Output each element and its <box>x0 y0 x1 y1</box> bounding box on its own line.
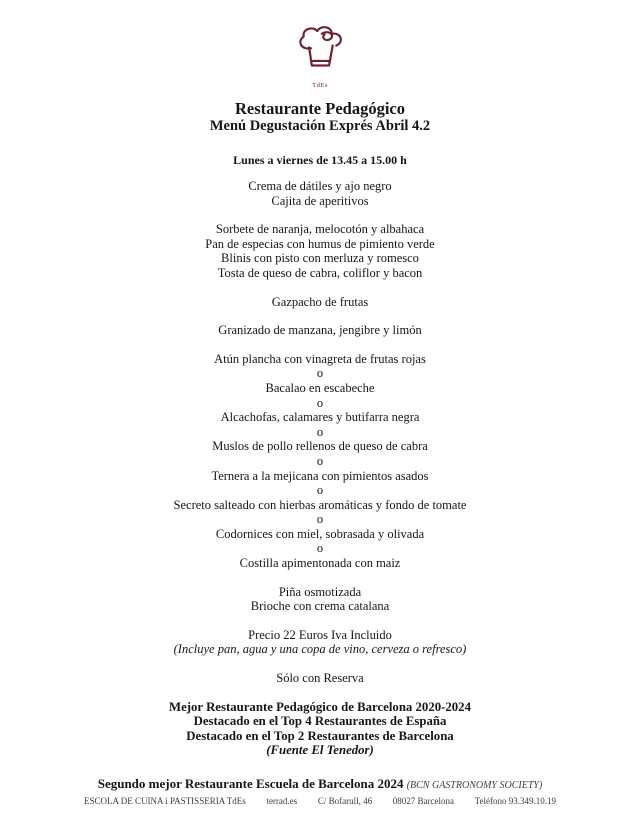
menu-line: Secreto salteado con hierbas aromáticas y fondo de tomate <box>173 497 467 512</box>
menu-line: Gazpacho de frutas <box>271 294 369 309</box>
footer-phone: Teléfono 93.349.10.19 <box>474 796 556 806</box>
menu-group <box>0 179 640 208</box>
pricing-block <box>0 628 640 657</box>
menu-line: Costilla apimentonada con maiz <box>239 556 401 571</box>
award-line: Destacado en el Top 2 Restaurantes de Barcelona <box>186 728 454 743</box>
menu-or-separator: o <box>316 424 324 439</box>
award-lines <box>0 700 640 744</box>
menu-line: Cajita de aperitivos <box>271 193 369 208</box>
menu-subtitle: Menú Degustación Exprés Abril 4.2 <box>209 118 431 134</box>
footer-street: C/ Bofarull, 46 <box>317 796 373 806</box>
footer <box>84 796 556 806</box>
footer-school: ESCOLA DE CUINA i PASTISSERIA TdEs <box>84 796 246 806</box>
menu-group <box>0 323 640 338</box>
secondary-award-text: Segundo mejor Restaurante Escuela de Barcelona 2024 <box>97 776 404 791</box>
chef-hat-icon <box>291 26 349 81</box>
menu-group <box>0 295 640 310</box>
menu-sections <box>0 179 640 614</box>
reservation-line: Sólo con Reserva <box>276 671 364 686</box>
menu-line: Blinis con pisto con merluza y romesco <box>221 251 419 266</box>
awards-block <box>0 700 640 758</box>
menu-or-separator: o <box>316 483 324 498</box>
award-line: Mejor Restaurante Pedagógico de Barcelona 2020-2024 <box>169 699 471 714</box>
menu-group <box>0 222 640 280</box>
restaurant-title: Restaurante Pedagógico <box>234 99 405 118</box>
secondary-award-line <box>0 776 640 793</box>
secondary-award-source: (BCN GASTRONOMY SOCIETY) <box>406 780 543 791</box>
menu-line: Pan de especias con humus de pimiento verde <box>205 236 435 251</box>
menu-line: Sorbete de naranja, melocotón y albahaca <box>215 222 425 237</box>
restaurant-logo <box>0 26 640 89</box>
menu-or-separator: o <box>316 512 324 527</box>
award-line: Destacado en el Top 4 Restaurantes de España <box>193 714 447 729</box>
includes-line: (Incluye pan, agua y una copa de vino, cerveza o refresco) <box>173 642 467 657</box>
logo-caption: TdEs <box>312 82 328 89</box>
menu-or-separator: o <box>316 366 324 381</box>
footer-website: terrad.es <box>266 796 298 806</box>
menu-line: Ternera a la mejicana con pimientos asados <box>211 468 429 483</box>
menu-line: Atún plancha con vinagreta de frutas rojas <box>214 351 426 366</box>
menu-line: Granizado de manzana, jengibre y limón <box>218 323 422 338</box>
menu-line: Codornices con miel, sobrasada y olivada <box>215 526 425 541</box>
award-source: (Fuente El Tenedor) <box>266 743 374 758</box>
menu-line: Brioche con crema catalana <box>250 599 390 614</box>
price-line: Precio 22 Euros Iva Incluido <box>248 627 392 642</box>
menu-group <box>0 352 640 571</box>
menu-line: Bacalao en escabeche <box>265 380 375 395</box>
menu-line: Muslos de pollo rellenos de queso de cabra <box>212 439 428 454</box>
menu-line: Piña osmotizada <box>278 584 362 599</box>
menu-or-separator: o <box>316 541 324 556</box>
schedule-line: Lunes a viernes de 13.45 a 15.00 h <box>233 153 407 167</box>
menu-line: Alcachofas, calamares y butifarra negra <box>220 410 420 425</box>
menu-or-separator: o <box>316 395 324 410</box>
menu-line: Tosta de queso de cabra, coliflor y bacon <box>217 265 423 280</box>
menu-line: Crema de dátiles y ajo negro <box>248 179 392 193</box>
menu-or-separator: o <box>316 453 324 468</box>
menu-group <box>0 585 640 614</box>
footer-city: 08027 Barcelona <box>392 796 454 806</box>
